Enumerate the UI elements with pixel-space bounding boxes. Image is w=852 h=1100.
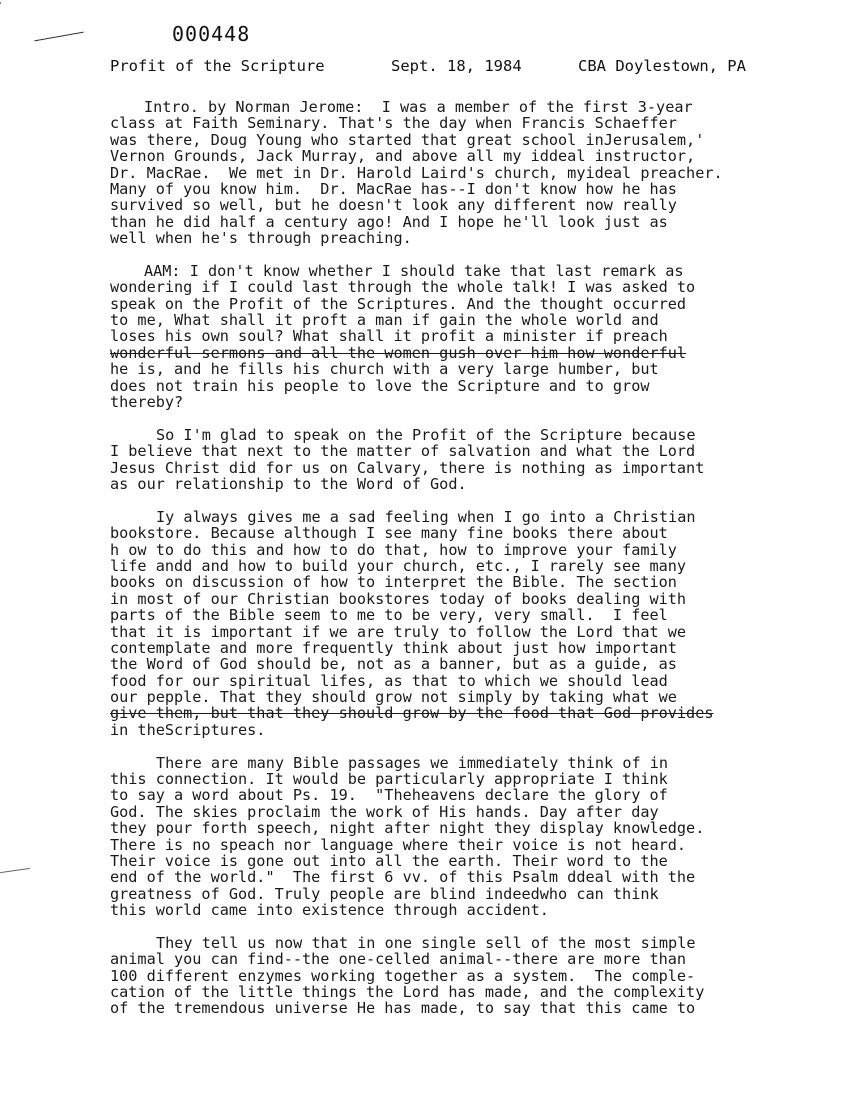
text-line: Iy always gives me a sad feeling when I go into a Christian <box>156 507 696 526</box>
text-line: as our relationship to the Word of God. <box>110 474 467 493</box>
text-line: the Word of God should be, not as a banner, but as a guide, as <box>110 655 677 674</box>
paragraph <box>110 263 850 411</box>
text-line: wondering if I could last through the whole talk! I was asked to <box>110 278 696 297</box>
text-line: Intro. by Norman Jerome: I was a member of the first 3-year <box>144 98 693 116</box>
text-line: books on discussion of how to interpret the Bible. The section <box>110 573 677 592</box>
text-line: than he did half a century ago! And I hope he'll look just as <box>110 212 668 231</box>
text-line: in most of our Christian bookstores today of books dealing with <box>110 589 687 608</box>
text-line: Vernon Grounds, Jack Murray, and above all my iddeal instructor, <box>110 147 696 166</box>
text-line: thereby? <box>110 393 184 412</box>
text-line: Dr. MacRae. We met in Dr. Harold Laird's church, myideal preacher. <box>110 163 723 182</box>
text-line: Their voice is gone out into all the earth. Their word to the <box>110 851 668 870</box>
text-line: loses his own soul? What shall it profit a minister if preach <box>110 327 668 346</box>
text-line: greatness of God. Truly people are blind indeedwho can think <box>110 884 659 903</box>
text-line: class at Faith Seminary. That's the day when Francis Schaeffer <box>110 114 677 133</box>
text-line: does not train his people to love the Scripture and to grow <box>110 376 650 395</box>
text-line: They tell us now that in one single sell of the most simple <box>156 933 696 952</box>
sermon-date: Sept. 18, 1984 <box>391 57 522 75</box>
text-line: So I'm glad to speak on the Profit of the Scripture because <box>156 425 696 444</box>
text-line: end of the world." The first 6 vv. of this Psalm ddeal with the <box>110 868 696 887</box>
text-line: parts of the Bible seem to me to be very, very small. I feel <box>110 606 668 625</box>
paragraph <box>110 427 850 493</box>
text-line: There is no speach nor language where their voice is not heard. <box>110 835 687 854</box>
pen-mark <box>34 32 83 42</box>
text-line: cation of the little things the Lord has made, and the complexity <box>110 983 705 1002</box>
text-line: h ow to do this and how to do that, how to improve your family <box>110 540 677 559</box>
text-line: contemplate and more frequently think about just how important <box>110 638 677 657</box>
transcript-body <box>110 99 850 1033</box>
text-line: in theScriptures. <box>110 720 266 739</box>
text-line: give them, but that they should grow by the food that God provides <box>110 704 714 723</box>
text-line: bookstore. Because although I see many fine books there about <box>110 524 668 543</box>
text-line: this world came into existence through accident. <box>110 901 549 920</box>
paragraph <box>110 509 850 738</box>
text-line: animal you can find--the one-celled animal--there are more than <box>110 950 687 969</box>
text-line: survived so well, but he doesn't look any different now really <box>110 196 677 215</box>
paragraph <box>110 755 850 919</box>
text-line: AAM: I don't know whether I should take that last remark as <box>144 261 684 280</box>
pen-mark <box>0 2 1 40</box>
text-line: that it is important if we are truly to follow the Lord that we <box>110 622 687 641</box>
text-line: wonderful sermons and all the women gush over him how wonderful <box>110 343 687 362</box>
text-line: God. The skies proclaim the work of His hands. Day after day <box>110 802 659 821</box>
text-line: well when he's through preaching. <box>110 229 412 248</box>
text-line: speak on the Profit of the Scriptures. And the thought occurred <box>110 294 687 313</box>
paragraph <box>110 99 850 247</box>
text-line: was there, Doug Young who started that great school inJerusalem,' <box>110 130 705 149</box>
text-line: they pour forth speech, night after night they display knowledge. <box>110 819 705 838</box>
text-line: Many of you know him. Dr. MacRae has--I don't know how he has <box>110 179 677 198</box>
text-line: this connection. It would be particularly appropriate I think <box>110 770 668 789</box>
text-line: of the tremendous universe He has made, to say that this came to <box>110 999 696 1018</box>
text-line: There are many Bible passages we immediately think of in <box>156 753 669 772</box>
paragraph <box>110 935 850 1017</box>
sermon-title: Profit of the Scripture <box>110 57 325 75</box>
text-line: food for our spiritual lifes, as that to which we should lead <box>110 671 668 690</box>
text-line: to me, What shall it proft a man if gain the whole world and <box>110 311 659 330</box>
text-line: he is, and he fills his church with a very large humber, but <box>110 360 659 379</box>
text-line: 100 different enzymes working together as a system. The comple- <box>110 966 696 985</box>
text-line: I believe that next to the matter of salvation and what the Lord <box>110 442 696 461</box>
text-line: Jesus Christ did for us on Calvary, there is nothing as important <box>110 458 705 477</box>
text-line: life andd and how to build your church, etc., I rarely see many <box>110 556 687 575</box>
pen-mark <box>0 868 30 873</box>
text-line: our pepple. That they should grow not simply by taking what we <box>110 688 677 707</box>
sermon-place: CBA Doylestown, PA <box>578 57 746 75</box>
text-line: to say a word about Ps. 19. "Theheavens declare the glory of <box>110 786 668 805</box>
document-number: 000448 <box>172 22 251 46</box>
